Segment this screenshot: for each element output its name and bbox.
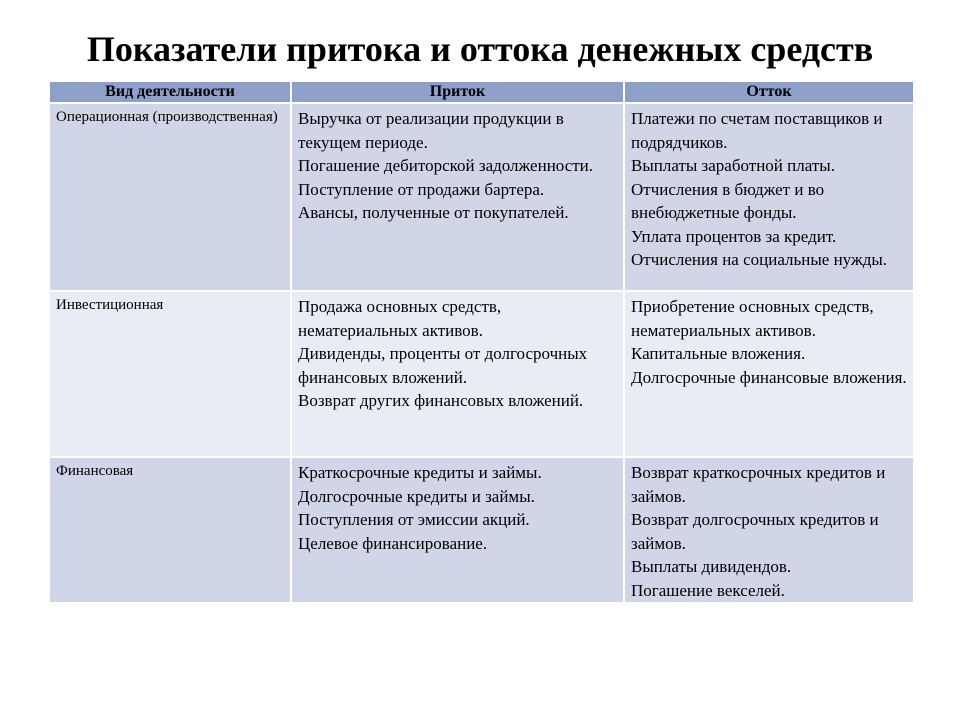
outflow-item: Отчисления на социальные нужды. xyxy=(631,250,888,269)
inflow-item: Дивиденды, проценты от долгосрочных финансовых вложений. xyxy=(298,344,588,387)
outflow-item: Возврат долгосрочных кредитов и займов. xyxy=(631,510,879,553)
outflow-item: Выплаты дивидендов. xyxy=(631,557,792,576)
outflow-cell xyxy=(624,457,914,603)
outflow-item: Уплата процентов за кредит. xyxy=(631,226,837,246)
activity-cell: Финансовая xyxy=(49,457,291,603)
outflow-cell xyxy=(624,291,914,457)
inflow-item: Краткосрочные кредиты и займы. xyxy=(298,463,542,482)
cash-flow-table xyxy=(48,80,915,604)
outflow-item: Платежи по счетам поставщиков и подрядчиков. xyxy=(631,109,883,152)
table-row-operational xyxy=(49,103,914,291)
inflow-cell xyxy=(291,291,624,457)
inflow-item: Долгосрочные кредиты и займы. xyxy=(298,486,535,506)
outflow-item: Отчисления в бюджет и во внебюджетные фонды. xyxy=(631,179,825,222)
outflow-item: Долгосрочные финансовые вложения. xyxy=(631,367,907,387)
outflow-item: Капитальные вложения. xyxy=(631,344,806,363)
activity-cell: Инвестиционная xyxy=(49,291,291,457)
table-row-financial xyxy=(49,457,914,603)
inflow-item: Погашение дебиторской задолженности. xyxy=(298,156,594,175)
inflow-cell xyxy=(291,457,624,603)
inflow-item: Возврат других финансовых вложений. xyxy=(298,391,584,410)
outflow-item: Приобретение основных средств, нематериальных активов. xyxy=(631,297,874,340)
header-activity: Вид деятельности xyxy=(49,81,291,103)
inflow-item: Целевое финансирование. xyxy=(298,533,488,553)
outflow-item: Возврат краткосрочных кредитов и займов. xyxy=(631,463,886,506)
inflow-item: Продажа основных средств, нематериальных активов. xyxy=(298,297,502,340)
inflow-item: Авансы, полученные от покупателей. xyxy=(298,203,569,222)
outflow-item: Погашение векселей. xyxy=(631,580,785,600)
inflow-cell xyxy=(291,103,624,291)
header-outflow: Отток xyxy=(624,81,914,103)
inflow-item: Выручка от реализации продукции в текущем периоде. xyxy=(298,109,564,152)
activity-cell: Операционная (производственная) xyxy=(49,103,291,291)
header-row xyxy=(49,81,914,103)
inflow-item: Поступление от продажи бартера. xyxy=(298,179,545,199)
outflow-cell xyxy=(624,103,914,291)
inflow-item: Поступления от эмиссии акций. xyxy=(298,510,530,529)
slide-title: Показатели притока и оттока денежных средств xyxy=(86,29,874,69)
header-inflow: Приток xyxy=(291,81,624,103)
outflow-item: Выплаты заработной платы. xyxy=(631,156,835,175)
table-row-investment xyxy=(49,291,914,457)
